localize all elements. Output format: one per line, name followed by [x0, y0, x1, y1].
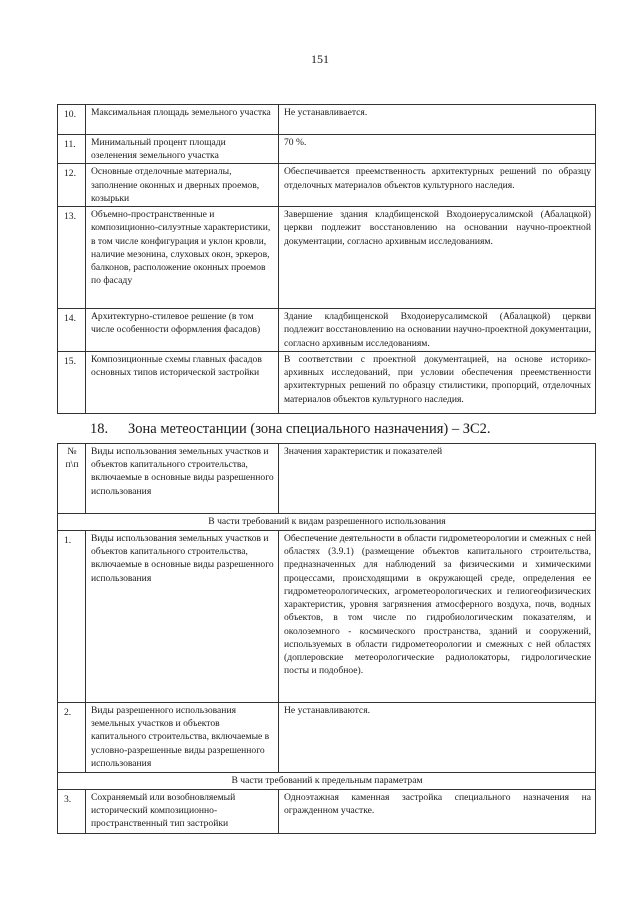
row-number: 2.: [58, 703, 86, 773]
row-number: 3.: [58, 790, 86, 834]
row-parameter: Виды разрешенного использования земельных участков и объектов капитального строительства, включаемые в условно-разрешенные виды разрешенного использования: [86, 703, 279, 773]
header-usage-types: Виды использования земельных участков и объектов капитального строительства, включаемые в основные виды разрешенного использования: [86, 444, 279, 514]
row-number: 12.: [58, 164, 86, 207]
page-number: 151: [311, 52, 329, 66]
row-number: 11.: [58, 135, 86, 164]
row-value: 70 %.: [279, 135, 596, 164]
table-row: [58, 105, 596, 135]
row-value: Обеспечение деятельности в области гидрометеорологии и смежных с ней областях (3.9.1) (размещение объектов капитального строительства, предназначенных для наблюдений за физическими и химическими процессами, происходящими в окружающей среде, определения ее гидрометеорологических, агрометеорологических и гелиогеофизических характеристик, уровня загрязнения атмосферного воздуха, почв, водных объектов, в том числе по гидробиологическим показателям, и околоземного - космического пространства, зданий и сооружений, используемых в области гидрометеорологии и смежных с ней областях (доплеровские метеорологические радиолокаторы, гидрологические посты и подобное).: [279, 531, 596, 703]
header-number: № п\п: [58, 444, 86, 514]
table-row: [58, 164, 596, 207]
row-parameter: Виды использования земельных участков и объектов капитального строительства, включаемые в основные виды разрешенного использования: [86, 531, 279, 703]
row-parameter: Объемно-пространственные и композиционно-силуэтные характеристики, в том числе конфигурация и уклон кровли, наличие мезонина, слуховых окон, эркеров, балконов, расположение оконных проемов по фасаду: [86, 207, 279, 309]
zone-heading-number: 18.: [90, 421, 109, 437]
row-value: Здание кладбищенской Входоиерусалимской (Абалацкой) церкви подлежит восстановлению на основании научно-проектной документации, согласно архивным исследованиям.: [279, 309, 596, 352]
parameters-table-continued: [57, 104, 596, 414]
section-row: [58, 514, 596, 531]
zone-parameters-table: [57, 443, 596, 834]
header-values: Значения характеристик и показателей: [279, 444, 596, 514]
row-value: В соответствии с проектной документацией, на основе историко-архивных исследований, при условии обеспечения преемственности архитектурных решений по образцу стилистики, пропорций, отделочных материалов объектов культурного наследия.: [279, 351, 596, 413]
row-number: 1.: [58, 531, 86, 703]
table-row: [58, 790, 596, 834]
table-row: [58, 351, 596, 413]
zone-heading-title: Зона метеостанции (зона специального назначения) – ЗС2.: [128, 421, 491, 437]
row-value: Не устанавливаются.: [279, 703, 596, 773]
row-parameter: Архитектурно-стилевое решение (в том числе особенности оформления фасадов): [86, 309, 279, 352]
row-value: Обеспечивается преемственность архитектурных решений по образцу отделочных материалов объектов культурного наследия.: [279, 164, 596, 207]
row-parameter: Сохраняемый или возобновляемый исторический композиционно-пространственный тип застройки: [86, 790, 279, 834]
row-value: Одноэтажная каменная застройка специального назначения на огражденном участке.: [279, 790, 596, 834]
row-parameter: Композиционные схемы главных фасадов основных типов исторической застройки: [86, 351, 279, 413]
row-number: 13.: [58, 207, 86, 309]
row-number: 15.: [58, 351, 86, 413]
table-row: [58, 309, 596, 352]
row-value: Завершение здания кладбищенской Входоиерусалимской (Абалацкой) церкви подлежит восстановлению на основании научно-проектной документации, согласно архивным исследованиям.: [279, 207, 596, 309]
table-row: [58, 135, 596, 164]
row-number: 14.: [58, 309, 86, 352]
section-title-usage: В части требований к видам разрешенного использования: [58, 514, 596, 531]
row-number: 10.: [58, 105, 86, 135]
row-parameter: Минимальный процент площади озеленения земельного участка: [86, 135, 279, 164]
table-row: [58, 531, 596, 703]
table-row: [58, 207, 596, 309]
zone-heading: [90, 421, 610, 438]
table-row: [58, 703, 596, 773]
row-value: Не устанавливается.: [279, 105, 596, 135]
row-parameter: Основные отделочные материалы, заполнение оконных и дверных проемов, козырьки: [86, 164, 279, 207]
section-row: [58, 773, 596, 790]
section-title-parameters: В части требований к предельным параметрам: [58, 773, 596, 790]
table-header-row: [58, 444, 596, 514]
row-parameter: Максимальная площадь земельного участка: [86, 105, 279, 135]
